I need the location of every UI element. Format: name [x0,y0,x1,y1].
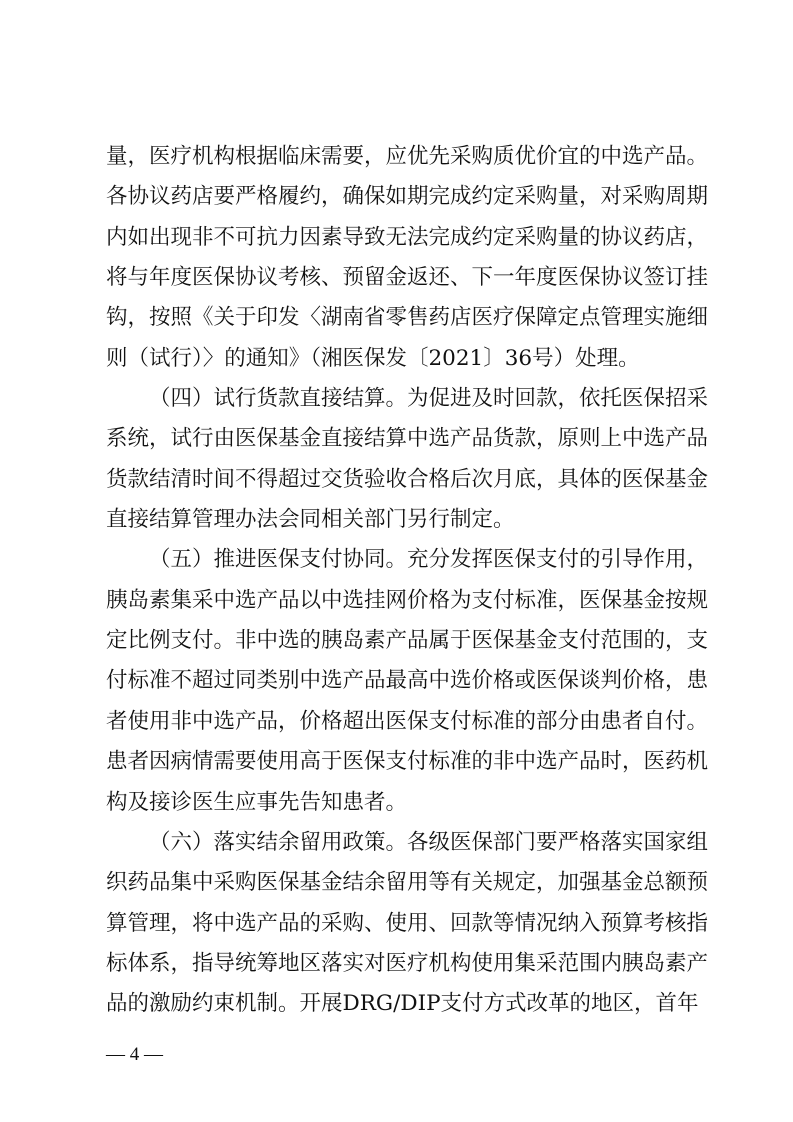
paragraph [106,823,709,1025]
paragraph [106,137,709,379]
paragraph [106,540,709,822]
text-line: 胰岛素集采中选产品以中选挂网价格为支付标准，医保基金按规 [106,587,709,613]
text-line: （四）试行货款直接结算。为促进及时回款，依托医保招采 [149,386,709,412]
text-line: 算管理，将中选产品的采购、使用、回款等情况纳入预算考核指 [106,910,709,936]
text-line: 者使用非中选产品，价格超出医保支付标准的部分由患者自付。 [106,708,709,734]
text-line: 直接结算管理办法会同相关部门另行制定。 [106,507,515,533]
document-body [106,137,709,1025]
text-line: 品的激励约束机制。开展DRG/DIP支付方式改革的地区，首年 [106,991,699,1017]
text-line: 付标准不超过同类别中选产品最高中选价格或医保谈判价格，患 [106,668,709,694]
text-line: 将与年度医保协议考核、预留金返还、下一年度医保协议签订挂 [106,265,709,291]
text-line: 患者因病情需要使用高于医保支付标准的非中选产品时，医药机 [106,749,709,775]
text-line: 各协议药店要严格履约，确保如期完成约定采购量，对采购周期 [106,184,709,210]
text-line: 标体系，指导统筹地区落实对医疗机构使用集采范围内胰岛素产 [106,950,709,976]
text-line: 系统，试行由医保基金直接结算中选产品货款，原则上中选产品 [106,426,709,452]
text-line: 内如出现非不可抗力因素导致无法完成约定采购量的协议药店， [106,224,709,250]
paragraph [106,379,709,540]
page-number: — 4 — [106,1044,163,1065]
text-line: 织药品集中采购医保基金结余留用等有关规定，加强基金总额预 [106,870,709,896]
text-line: 钩，按照《关于印发〈湖南省零售药店医疗保障定点管理实施细 [106,305,709,331]
text-line: 则（试行）〉的通知》（湘医保发〔2021〕36号）处理。 [106,345,640,371]
text-line: （五）推进医保支付协同。充分发挥医保支付的引导作用， [149,547,709,573]
text-line: （六）落实结余留用政策。各级医保部门要严格落实国家组 [149,829,709,855]
text-line: 定比例支付。非中选的胰岛素产品属于医保基金支付范围的，支 [106,628,709,654]
text-line: 量，医疗机构根据临床需要，应优先采购质优价宜的中选产品。 [106,144,709,169]
text-line: 构及接诊医生应事先告知患者。 [106,789,408,815]
text-line: 货款结清时间不得超过交货验收合格后次月底，具体的医保基金 [106,466,709,492]
